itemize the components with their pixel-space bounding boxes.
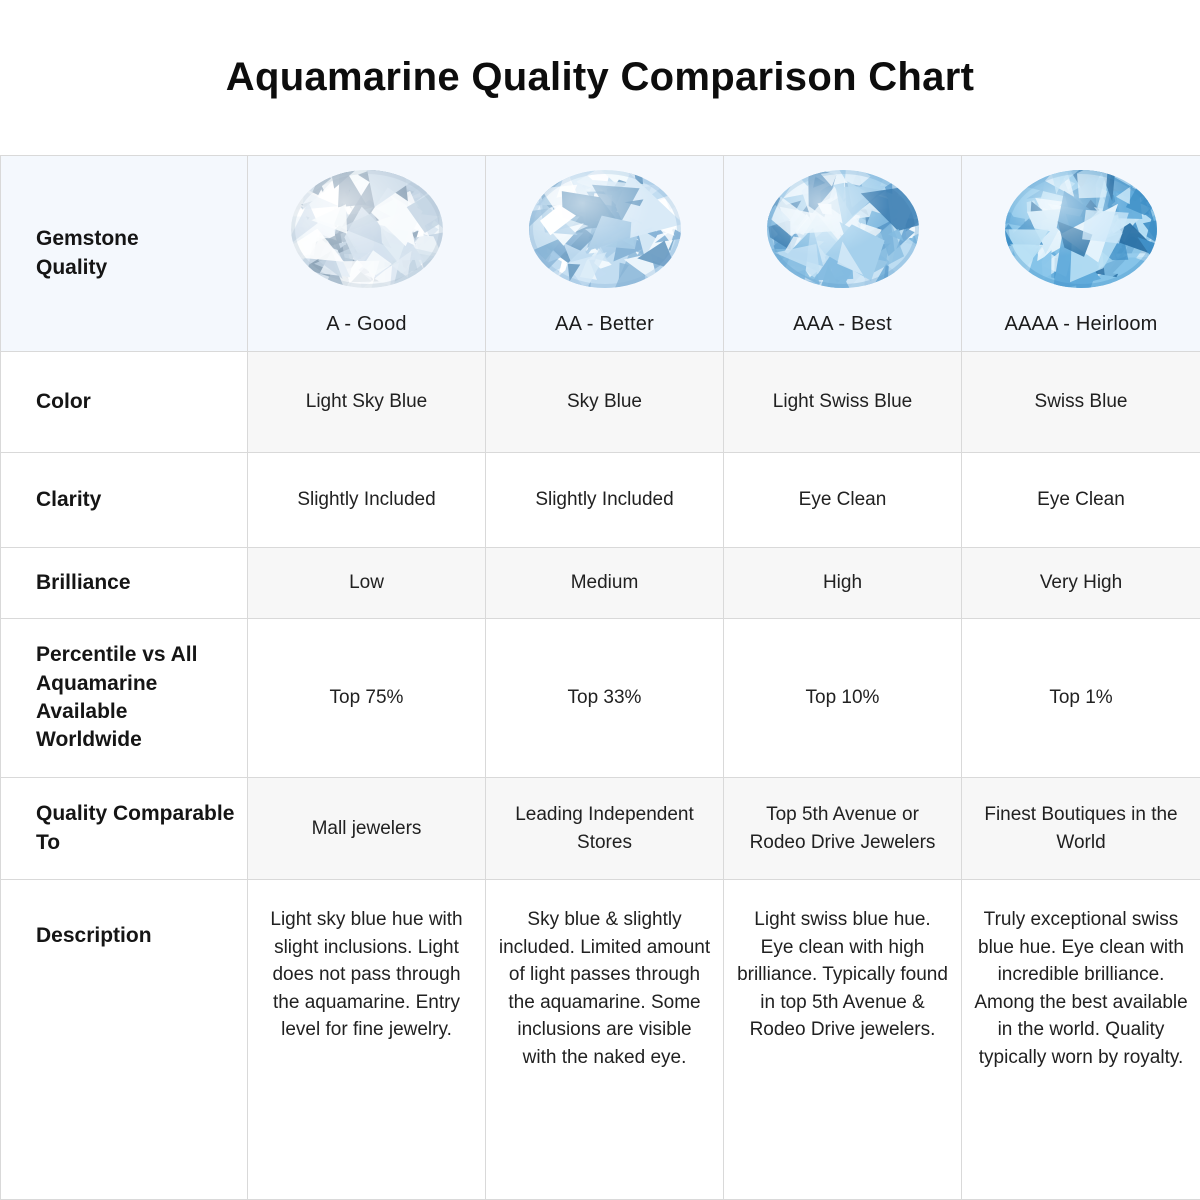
percentile-row <box>1 619 1200 778</box>
header-row <box>1 156 1200 352</box>
row-label-text: Brilliance <box>36 570 131 594</box>
grade-label: AAA - Best <box>793 313 892 336</box>
percentile-cell-2: Top 10% <box>724 619 962 778</box>
grade-header-cell-1 <box>486 156 724 352</box>
aquamarine-gem-image-aaa-best <box>765 168 921 299</box>
comparable-cell-2: Top 5th Avenue or Rodeo Drive Jewelers <box>724 778 962 880</box>
clarity-cell-0: Slightly Included <box>248 453 486 548</box>
row-label-comparable <box>1 778 248 880</box>
color-cell-1: Sky Blue <box>486 352 724 453</box>
brilliance-cell-3: Very High <box>962 548 1200 619</box>
row-label-text: Description <box>36 924 152 947</box>
comparable-cell-3: Finest Boutiques in the World <box>962 778 1200 880</box>
brilliance-cell-1: Medium <box>486 548 724 619</box>
percentile-cell-1: Top 33% <box>486 619 724 778</box>
comparison-table <box>0 155 1200 1200</box>
color-cell-2: Light Swiss Blue <box>724 352 962 453</box>
row-label-color <box>1 352 248 453</box>
row-label-text: Percentile vs All Aquamarine Available Worldwide <box>36 643 198 752</box>
comparable-cell-0: Mall jewelers <box>248 778 486 880</box>
grade-header-cell-2 <box>724 156 962 352</box>
description-cell-3: Truly exceptional swiss blue hue. Eye clean with incredible brilliance. Among the best available in the world. Quality typically worn by royalty. <box>962 880 1200 1200</box>
row-label-percentile <box>1 619 248 778</box>
brilliance-cell-0: Low <box>248 548 486 619</box>
aquamarine-gem-image-aaaa-heirloom <box>1003 168 1159 299</box>
grade-header-cell-3 <box>962 156 1200 352</box>
row-label-text: Gemstone Quality <box>36 227 139 279</box>
row-label-description <box>1 880 248 1200</box>
clarity-cell-3: Eye Clean <box>962 453 1200 548</box>
row-label-text: Quality Comparable To <box>36 802 235 854</box>
brilliance-row <box>1 548 1200 619</box>
grade-header-cell-0 <box>248 156 486 352</box>
page-title: Aquamarine Quality Comparison Chart <box>225 55 975 99</box>
comparable-row <box>1 778 1200 880</box>
comparable-cell-1: Leading Independent Stores <box>486 778 724 880</box>
description-row <box>1 880 1200 1200</box>
row-label-text: Color <box>36 389 91 413</box>
percentile-cell-3: Top 1% <box>962 619 1200 778</box>
clarity-cell-1: Slightly Included <box>486 453 724 548</box>
row-label-text: Clarity <box>36 487 102 511</box>
brilliance-cell-2: High <box>724 548 962 619</box>
aquamarine-gem-image-a-good <box>289 168 445 299</box>
color-row <box>1 352 1200 453</box>
color-cell-3: Swiss Blue <box>962 352 1200 453</box>
grade-label: AA - Better <box>555 313 654 336</box>
title-bar <box>0 0 1200 155</box>
description-cell-2: Light swiss blue hue. Eye clean with high brilliance. Typically found in top 5th Avenue & Rodeo Drive jewelers. <box>724 880 962 1200</box>
aquamarine-gem-image-aa-better <box>527 168 683 299</box>
row-label-gemstone-quality <box>1 156 248 352</box>
clarity-cell-2: Eye Clean <box>724 453 962 548</box>
grade-label: A - Good <box>326 313 407 336</box>
row-label-brilliance <box>1 548 248 619</box>
clarity-row <box>1 453 1200 548</box>
row-label-clarity <box>1 453 248 548</box>
grade-label: AAAA - Heirloom <box>1004 313 1158 336</box>
description-cell-0: Light sky blue hue with slight inclusions. Light does not pass through the aquamarine. Entry level for fine jewelry. <box>248 880 486 1200</box>
percentile-cell-0: Top 75% <box>248 619 486 778</box>
description-cell-1: Sky blue & slightly included. Limited amount of light passes through the aquamarine. Some inclusions are visible with the naked eye. <box>486 880 724 1200</box>
color-cell-0: Light Sky Blue <box>248 352 486 453</box>
